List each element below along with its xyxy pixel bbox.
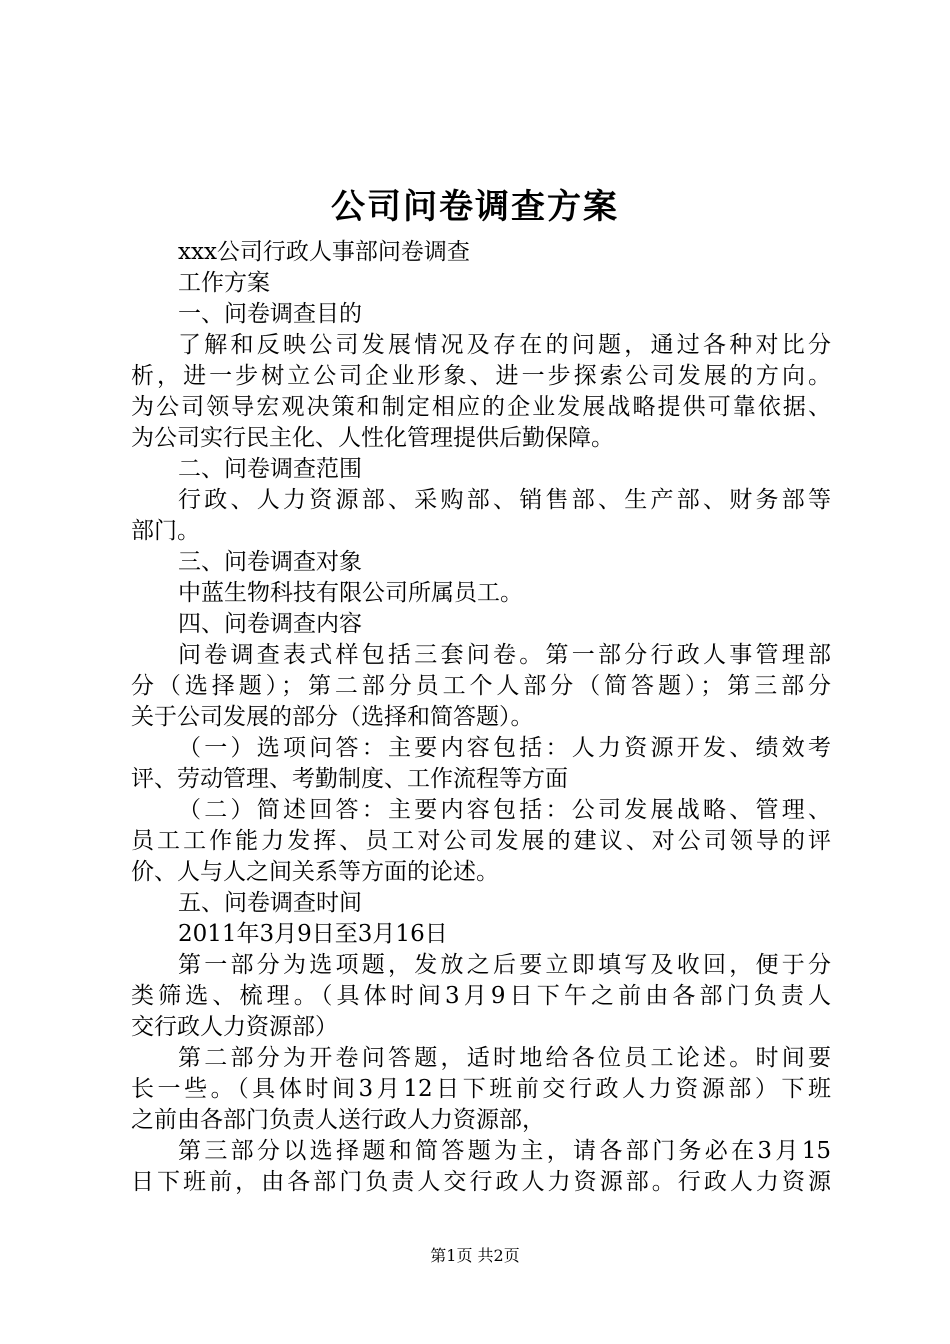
paragraph-line: 评、劳动管理、考勤制度、工作流程等方面 [131, 766, 568, 792]
paragraph-line: 为公司实行民主化、人性化管理提供后勤保障。 [131, 425, 614, 451]
paragraph-line: 问卷调查表式样包括三套问卷。第一部分行政人事管理部 [178, 642, 831, 668]
paragraph-line: xxx公司行政人事部问卷调查 [178, 239, 470, 265]
page-footer: 第1页 共2页 [430, 1246, 520, 1265]
paragraph-line: 交行政人力资源部） [131, 1014, 338, 1040]
section-heading: 二、问卷调查范围 [178, 456, 362, 482]
section-heading: 三、问卷调查对象 [178, 549, 362, 575]
paragraph-line: 了解和反映公司发展情况及存在的问题，通过各种对比分 [178, 332, 831, 358]
paragraph-line: 中蓝生物科技有限公司所属员工。 [178, 580, 523, 606]
section-heading: 四、问卷调查内容 [178, 611, 362, 637]
paragraph-line: 之前由各部门负责人送行政人力资源部， [131, 1107, 545, 1133]
paragraph-line: 分（选择题）；第二部分员工个人部分（简答题）；第三部分 [131, 673, 831, 699]
paragraph-line: 部门。 [131, 518, 200, 544]
paragraph-line: 长一些。（具体时间3月12日下班前交行政人力资源部）下班 [131, 1076, 831, 1102]
paragraph-line: 员工工作能力发挥、员工对公司发展的建议、对公司领导的评 [131, 828, 831, 854]
paragraph-line: 类筛选、梳理。（具体时间3月9日下午之前由各部门负责人 [131, 983, 831, 1009]
paragraph-line: 日下班前，由各部门负责人交行政人力资源部。行政人力资源 [131, 1169, 831, 1195]
paragraph-line: 第一部分为选项题，发放之后要立即填写及收回，便于分 [178, 952, 831, 978]
paragraph-line: （二）简述回答：主要内容包括：公司发展战略、管理、 [178, 797, 831, 823]
section-heading: 五、问卷调查时间 [178, 890, 362, 916]
document-body [131, 237, 831, 1198]
paragraph-line: 价、人与人之间关系等方面的论述。 [131, 859, 499, 885]
paragraph-line: 析，进一步树立公司企业形象、进一步探索公司发展的方向。 [131, 363, 831, 389]
paragraph-line: （一）选项问答：主要内容包括：人力资源开发、绩效考 [178, 735, 831, 761]
paragraph-line: 第三部分以选择题和简答题为主，请各部门务必在3月15 [178, 1138, 831, 1164]
paragraph-line: 2011年3月9日至3月16日 [178, 921, 448, 947]
paragraph-line: 关于公司发展的部分（选择和简答题）。 [131, 704, 534, 730]
paragraph-line: 行政、人力资源部、采购部、销售部、生产部、财务部等 [178, 487, 831, 513]
paragraph-line: 第二部分为开卷问答题，适时地给各位员工论述。时间要 [178, 1045, 831, 1071]
paragraph-line: 为公司领导宏观决策和制定相应的企业发展战略提供可靠依据、 [131, 394, 831, 420]
paragraph-line: 工作方案 [178, 270, 270, 296]
section-heading: 一、问卷调查目的 [178, 301, 362, 327]
document-title: 公司问卷调查方案 [331, 187, 619, 227]
